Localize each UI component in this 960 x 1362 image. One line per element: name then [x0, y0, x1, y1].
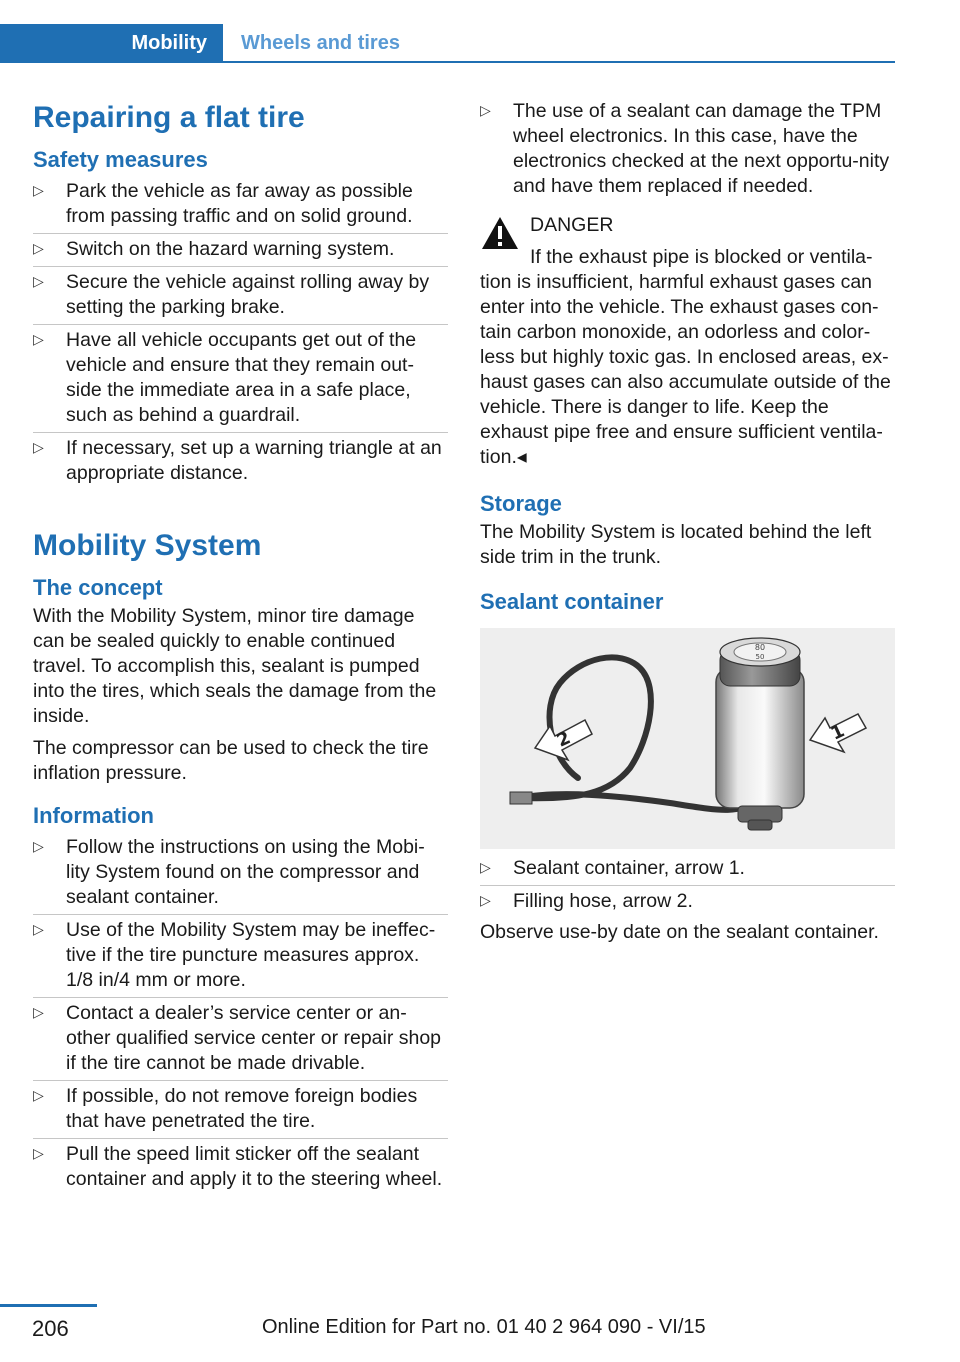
title-mobility-system: Mobility System: [33, 529, 262, 562]
title-repairing-flat-tire: Repairing a flat tire: [33, 101, 305, 134]
list-item: ▷ Have all vehicle occupants get out of the vehicle and ensure that they remain out-side the immediate area in a safe place, such as behind a guardrail.: [33, 325, 448, 433]
storage-text: The Mobility System is located behind the left side trim in the trunk.: [480, 521, 872, 568]
warning-triangle-icon: [480, 215, 520, 251]
list-item: ▷ If necessary, set up a warning triangle at an appropriate distance.: [33, 433, 448, 490]
concept-paragraph-2: The compressor can be used to check the tire inflation pressure.: [33, 737, 429, 784]
list-item: ▷ Sealant container, arrow 1.: [480, 853, 895, 886]
tpm-list: [480, 96, 895, 203]
danger-text-first-line: If the exhaust pipe is blocked or ventila-: [530, 246, 873, 268]
arrow-1-icon: [810, 714, 866, 752]
danger-label: DANGER: [530, 214, 614, 236]
heading-safety-measures: Safety measures: [33, 147, 208, 172]
list-item: ▷ Contact a dealer’s service center or an-other qualified service center or repair shop if the tire cannot be made drivable.: [33, 998, 448, 1081]
page-number: 206: [32, 1316, 69, 1341]
heading-storage: Storage: [480, 491, 562, 516]
safety-list: [33, 176, 448, 490]
arrow-2-label: 2: [553, 727, 574, 752]
list-item: ▷ Follow the instructions on using the Mobi-lity System found on the compressor and sealant container.: [33, 832, 448, 915]
heading-sealant-container: Sealant container: [480, 589, 664, 614]
sealant-container-illustration: [480, 628, 895, 849]
arrow-1-label: 1: [827, 720, 848, 745]
sealant-container-drawing: [480, 628, 895, 849]
section-tab-wheels-and-tires[interactable]: Wheels and tires: [241, 32, 400, 54]
left-column: [33, 96, 448, 1196]
cap-label-top: 80: [754, 643, 766, 652]
list-item: ▷ Switch on the hazard warning system.: [33, 234, 448, 267]
list-item: ▷ Filling hose, arrow 2.: [480, 886, 895, 918]
danger-text: tion is insufficient, harmful exhaust gases can enter into the vehicle. The exhaust gases con-tain carbon monoxide, an odorless and color-less but highly toxic gas. In enclosed areas, ex-haust gases can also accumulate outside of the vehicle. There is danger to life. Keep the exhaust pipe free and ensure sufficient ventila-tion.◂: [480, 271, 891, 468]
list-item: ▷ Use of the Mobility System may be ineffec-tive if the tire puncture measures approx. 1/8 in/4 mm or more.: [33, 915, 448, 998]
heading-the-concept: The concept: [33, 575, 163, 600]
list-item: ▷ Park the vehicle as far away as possible from passing traffic and on solid ground.: [33, 176, 448, 234]
heading-information: Information: [33, 803, 154, 828]
concept-paragraph-1: With the Mobility System, minor tire damage can be sealed quickly to enable continued travel. To accomplish this, sealant is pumped into the tires, which seals the damage from the inside.: [33, 605, 437, 727]
use-by-text: Observe use-by date on the sealant container.: [480, 921, 879, 943]
list-item: ▷ The use of a sealant can damage the TPM wheel electronics. In this case, have the electronics checked at the next opportu-nity and have them replaced if needed.: [480, 96, 895, 203]
sealant-list: [480, 853, 895, 918]
list-item: ▷ Pull the speed limit sticker off the sealant container and apply it to the steering wheel.: [33, 1139, 448, 1196]
information-list: [33, 832, 448, 1196]
cap-label-bottom: 50: [755, 653, 765, 661]
danger-notice: [480, 213, 895, 470]
right-column: [480, 96, 895, 945]
footer-rule: [0, 1304, 97, 1307]
list-item: ▷ If possible, do not remove foreign bodies that have penetrated the tire.: [33, 1081, 448, 1139]
arrow-2-icon: [535, 720, 592, 760]
section-tab-mobility[interactable]: Mobility: [0, 24, 223, 61]
edition-note: Online Edition for Part no. 01 40 2 964 090 - VI/15: [262, 1316, 706, 1338]
page-header: [0, 24, 895, 63]
list-item: ▷ Secure the vehicle against rolling away by setting the parking brake.: [33, 267, 448, 325]
